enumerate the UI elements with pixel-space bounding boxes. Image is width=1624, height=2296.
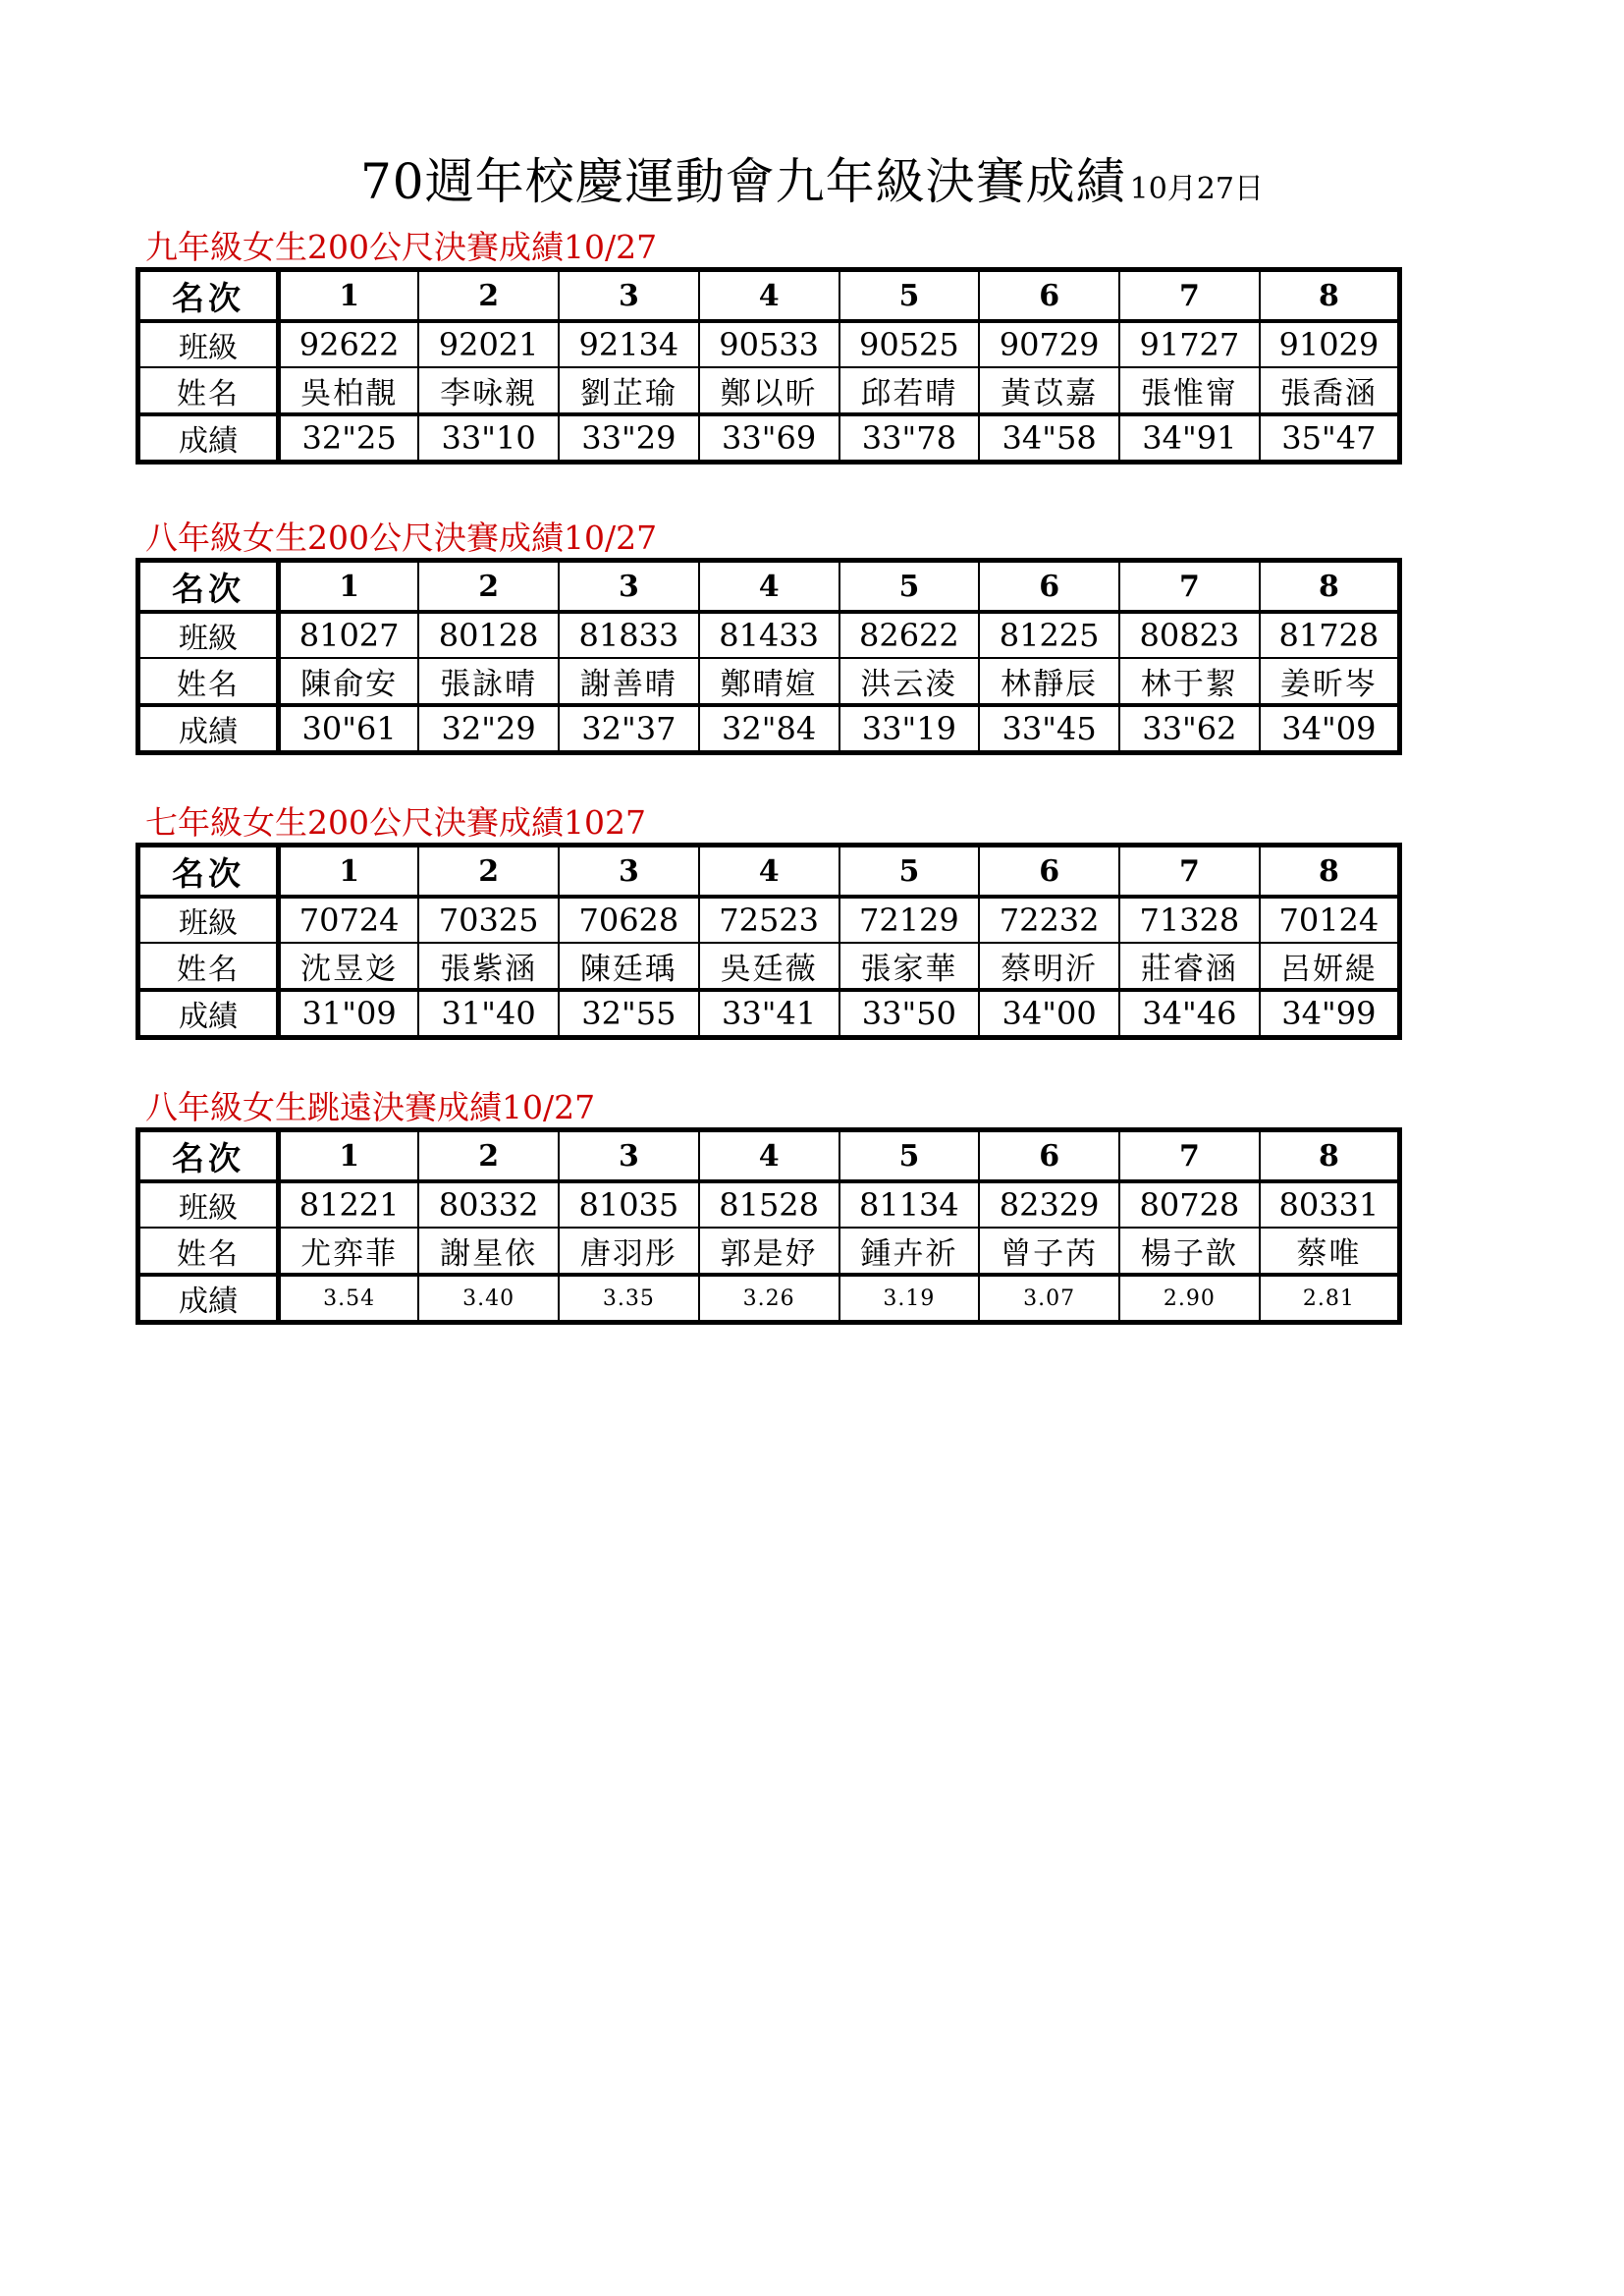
section-title: 七年級女生200公尺決賽成績1027 xyxy=(145,803,646,842)
class-cell: 80331 xyxy=(1260,1181,1400,1228)
results-table xyxy=(135,843,1402,1040)
section-title: 八年級女生跳遠決賽成績10/27 xyxy=(145,1088,596,1126)
name-cell: 邱若晴 xyxy=(839,367,980,414)
class-cell: 80332 xyxy=(418,1181,559,1228)
class-cell: 90525 xyxy=(839,321,980,367)
class-cell: 81134 xyxy=(839,1181,980,1228)
score-cell: 33"19 xyxy=(839,705,980,753)
name-row xyxy=(138,943,1400,990)
score-cell: 31"40 xyxy=(418,990,559,1038)
class-row xyxy=(138,321,1400,367)
score-cell: 34"00 xyxy=(979,990,1119,1038)
name-cell: 蔡唯 xyxy=(1260,1228,1400,1275)
rank-cell: 8 xyxy=(1260,846,1400,898)
rank-cell: 2 xyxy=(418,561,559,613)
score-cell: 32"84 xyxy=(699,705,839,753)
rank-row-label: 名次 xyxy=(138,846,279,898)
class-cell: 81728 xyxy=(1260,612,1400,658)
name-cell: 尤弈菲 xyxy=(279,1228,419,1275)
name-cell: 蔡明沂 xyxy=(979,943,1119,990)
score-cell: 34"09 xyxy=(1260,705,1400,753)
name-cell: 張喬涵 xyxy=(1260,367,1400,414)
name-cell: 鄭晴媗 xyxy=(699,658,839,705)
class-cell: 81027 xyxy=(279,612,419,658)
name-cell: 張紫涵 xyxy=(418,943,559,990)
class-row-label: 班級 xyxy=(138,897,279,943)
rank-cell: 8 xyxy=(1260,561,1400,613)
name-cell: 陳俞安 xyxy=(279,658,419,705)
score-row xyxy=(138,990,1400,1038)
score-cell: 3.26 xyxy=(699,1275,839,1323)
rank-cell: 4 xyxy=(699,846,839,898)
class-cell: 92134 xyxy=(559,321,699,367)
name-cell: 吳廷薇 xyxy=(699,943,839,990)
rank-cell: 6 xyxy=(979,561,1119,613)
class-cell: 90533 xyxy=(699,321,839,367)
score-cell: 3.40 xyxy=(418,1275,559,1323)
name-cell: 張家華 xyxy=(839,943,980,990)
score-row xyxy=(138,1275,1400,1323)
section-title: 九年級女生200公尺決賽成績10/27 xyxy=(145,228,658,266)
class-row xyxy=(138,1181,1400,1228)
rank-cell: 7 xyxy=(1119,561,1260,613)
rank-cell: 6 xyxy=(979,1130,1119,1182)
results-section xyxy=(135,1088,1402,1325)
class-cell: 91727 xyxy=(1119,321,1260,367)
rank-cell: 6 xyxy=(979,846,1119,898)
name-cell: 洪云淩 xyxy=(839,658,980,705)
rank-cell: 5 xyxy=(839,846,980,898)
score-cell: 34"46 xyxy=(1119,990,1260,1038)
class-cell: 82329 xyxy=(979,1181,1119,1228)
name-row-label: 姓名 xyxy=(138,367,279,414)
name-cell: 楊子歆 xyxy=(1119,1228,1260,1275)
score-cell: 3.35 xyxy=(559,1275,699,1323)
class-row-label: 班級 xyxy=(138,321,279,367)
name-cell: 黃苡嘉 xyxy=(979,367,1119,414)
page-title-date: 10月27日 xyxy=(1129,172,1264,206)
name-row-label: 姓名 xyxy=(138,1228,279,1275)
results-section xyxy=(135,228,1402,465)
class-cell: 82622 xyxy=(839,612,980,658)
class-cell: 92021 xyxy=(418,321,559,367)
name-cell: 鄭以昕 xyxy=(699,367,839,414)
score-row-label: 成績 xyxy=(138,705,279,753)
score-cell: 34"99 xyxy=(1260,990,1400,1038)
class-cell: 70325 xyxy=(418,897,559,943)
class-cell: 80128 xyxy=(418,612,559,658)
class-cell: 72129 xyxy=(839,897,980,943)
rank-cell: 2 xyxy=(418,846,559,898)
name-cell: 鍾卉祈 xyxy=(839,1228,980,1275)
class-cell: 72232 xyxy=(979,897,1119,943)
class-cell: 72523 xyxy=(699,897,839,943)
results-section xyxy=(135,519,1402,755)
page-title-main: 70週年校慶運動會九年級決賽成績 xyxy=(360,153,1126,210)
rank-cell: 7 xyxy=(1119,270,1260,322)
score-cell: 32"55 xyxy=(559,990,699,1038)
rank-cell: 4 xyxy=(699,270,839,322)
class-cell: 80823 xyxy=(1119,612,1260,658)
rank-cell: 6 xyxy=(979,270,1119,322)
name-cell: 謝星依 xyxy=(418,1228,559,1275)
rank-cell: 1 xyxy=(279,270,419,322)
score-cell: 33"41 xyxy=(699,990,839,1038)
name-row-label: 姓名 xyxy=(138,658,279,705)
rank-row xyxy=(138,561,1400,613)
name-row xyxy=(138,1228,1400,1275)
rank-cell: 7 xyxy=(1119,846,1260,898)
class-cell: 81035 xyxy=(559,1181,699,1228)
name-cell: 劉芷瑜 xyxy=(559,367,699,414)
name-row-label: 姓名 xyxy=(138,943,279,990)
rank-cell: 8 xyxy=(1260,1130,1400,1182)
score-row xyxy=(138,414,1400,463)
score-cell: 33"45 xyxy=(979,705,1119,753)
class-cell: 81221 xyxy=(279,1181,419,1228)
name-cell: 莊睿涵 xyxy=(1119,943,1260,990)
results-table xyxy=(135,1127,1402,1325)
results-section xyxy=(135,803,1402,1040)
score-cell: 33"29 xyxy=(559,414,699,463)
score-row-label: 成績 xyxy=(138,414,279,463)
name-cell: 沈昱彣 xyxy=(279,943,419,990)
score-row-label: 成績 xyxy=(138,990,279,1038)
rank-cell: 3 xyxy=(559,270,699,322)
results-table xyxy=(135,558,1402,755)
rank-cell: 5 xyxy=(839,561,980,613)
score-cell: 30"61 xyxy=(279,705,419,753)
class-cell: 80728 xyxy=(1119,1181,1260,1228)
name-cell: 姜昕岑 xyxy=(1260,658,1400,705)
class-row xyxy=(138,897,1400,943)
score-cell: 2.81 xyxy=(1260,1275,1400,1323)
rank-row xyxy=(138,270,1400,322)
name-cell: 李咏親 xyxy=(418,367,559,414)
score-cell: 33"50 xyxy=(839,990,980,1038)
score-cell: 3.19 xyxy=(839,1275,980,1323)
class-cell: 71328 xyxy=(1119,897,1260,943)
score-cell: 32"37 xyxy=(559,705,699,753)
rank-cell: 4 xyxy=(699,561,839,613)
name-cell: 曾子芮 xyxy=(979,1228,1119,1275)
rank-cell: 3 xyxy=(559,1130,699,1182)
name-cell: 唐羽彤 xyxy=(559,1228,699,1275)
score-cell: 33"62 xyxy=(1119,705,1260,753)
score-cell: 32"25 xyxy=(279,414,419,463)
rank-row xyxy=(138,846,1400,898)
name-cell: 郭是妤 xyxy=(699,1228,839,1275)
class-cell: 90729 xyxy=(979,321,1119,367)
rank-cell: 7 xyxy=(1119,1130,1260,1182)
class-cell: 70628 xyxy=(559,897,699,943)
rank-row-label: 名次 xyxy=(138,270,279,322)
rank-cell: 1 xyxy=(279,1130,419,1182)
class-cell: 70124 xyxy=(1260,897,1400,943)
name-cell: 張惟甯 xyxy=(1119,367,1260,414)
class-cell: 81833 xyxy=(559,612,699,658)
class-cell: 81433 xyxy=(699,612,839,658)
rank-cell: 1 xyxy=(279,846,419,898)
name-cell: 張詠晴 xyxy=(418,658,559,705)
rank-cell: 2 xyxy=(418,270,559,322)
rank-cell: 2 xyxy=(418,1130,559,1182)
name-row xyxy=(138,658,1400,705)
section-title: 八年級女生200公尺決賽成績10/27 xyxy=(145,519,658,557)
score-cell: 33"78 xyxy=(839,414,980,463)
rank-cell: 8 xyxy=(1260,270,1400,322)
name-cell: 謝善晴 xyxy=(559,658,699,705)
name-cell: 陳廷瑀 xyxy=(559,943,699,990)
name-row xyxy=(138,367,1400,414)
rank-cell: 3 xyxy=(559,846,699,898)
rank-row-label: 名次 xyxy=(138,561,279,613)
score-cell: 32"29 xyxy=(418,705,559,753)
class-cell: 70724 xyxy=(279,897,419,943)
score-cell: 31"09 xyxy=(279,990,419,1038)
class-cell: 91029 xyxy=(1260,321,1400,367)
score-cell: 33"10 xyxy=(418,414,559,463)
score-cell: 33"69 xyxy=(699,414,839,463)
class-row-label: 班級 xyxy=(138,1181,279,1228)
score-cell: 3.07 xyxy=(979,1275,1119,1323)
score-cell: 34"91 xyxy=(1119,414,1260,463)
score-cell: 35"47 xyxy=(1260,414,1400,463)
name-cell: 林靜辰 xyxy=(979,658,1119,705)
name-cell: 呂妍緹 xyxy=(1260,943,1400,990)
name-cell: 林于絜 xyxy=(1119,658,1260,705)
score-row xyxy=(138,705,1400,753)
score-row-label: 成績 xyxy=(138,1275,279,1323)
name-cell: 吳柏靚 xyxy=(279,367,419,414)
class-cell: 92622 xyxy=(279,321,419,367)
class-cell: 81225 xyxy=(979,612,1119,658)
rank-cell: 5 xyxy=(839,1130,980,1182)
rank-cell: 4 xyxy=(699,1130,839,1182)
score-cell: 34"58 xyxy=(979,414,1119,463)
class-row-label: 班級 xyxy=(138,612,279,658)
rank-row xyxy=(138,1130,1400,1182)
rank-row-label: 名次 xyxy=(138,1130,279,1182)
rank-cell: 5 xyxy=(839,270,980,322)
class-row xyxy=(138,612,1400,658)
rank-cell: 3 xyxy=(559,561,699,613)
score-cell: 3.54 xyxy=(279,1275,419,1323)
rank-cell: 1 xyxy=(279,561,419,613)
results-table xyxy=(135,267,1402,465)
class-cell: 81528 xyxy=(699,1181,839,1228)
page-title xyxy=(0,153,1624,210)
score-cell: 2.90 xyxy=(1119,1275,1260,1323)
